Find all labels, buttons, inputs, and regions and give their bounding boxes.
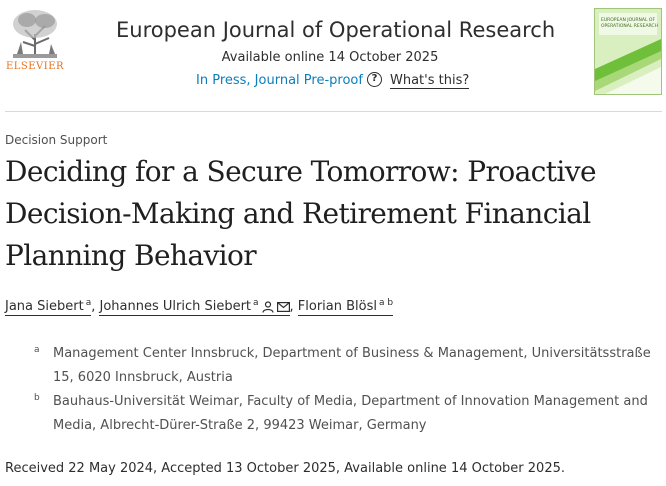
journal-preproof-link[interactable]: In Press, Journal Pre-proof xyxy=(196,73,363,88)
author-list xyxy=(5,298,393,314)
envelope-icon xyxy=(277,302,290,312)
author-link[interactable] xyxy=(298,299,393,316)
affiliation-mark: b xyxy=(34,393,40,403)
publisher-name: ELSEVIER xyxy=(5,61,65,72)
author-separator: , xyxy=(289,299,298,315)
author-link[interactable] xyxy=(99,299,289,316)
article-category: Decision Support xyxy=(5,133,108,147)
author-name: Johannes Ulrich Siebert xyxy=(99,299,252,315)
person-icon xyxy=(262,301,274,313)
author-affiliation-mark: a xyxy=(253,298,259,308)
affiliation-text: Management Center Innsbruck, Department of Business & Management, Universitätsstraße 15, 6020 Innsbruck, Austria xyxy=(53,346,651,385)
question-circle-icon[interactable]: ? xyxy=(367,72,382,87)
author-separator: , xyxy=(91,299,100,315)
article-header xyxy=(0,0,666,110)
author-name: Jana Siebert xyxy=(5,299,84,315)
author-affiliation-mark: a xyxy=(85,298,92,308)
article-dates: Received 22 May 2024, Accepted 13 October 2025, Available online 14 October 2025. xyxy=(5,461,565,476)
whats-this-link[interactable]: What's this? xyxy=(390,73,470,88)
author-link[interactable] xyxy=(5,299,91,316)
header-divider xyxy=(5,111,662,112)
affiliation-text: Bauhaus-Universität Weimar, Faculty of Media, Department of Innovation Management and Media, Albrecht-Dürer-Straße 2, 99423 Weimar, Germany xyxy=(53,394,648,433)
journal-cover-image[interactable] xyxy=(594,8,662,95)
cover-title-line: OPERATIONAL RESEARCH xyxy=(601,24,658,29)
cover-artwork xyxy=(595,9,661,94)
author-name: Florian Blösl xyxy=(297,299,378,315)
cover-title-line: EUROPEAN JOURNAL OF xyxy=(601,18,656,23)
affiliation-mark: a xyxy=(34,345,40,355)
author-affiliation-mark: a b xyxy=(379,298,394,308)
available-online-text xyxy=(0,50,666,65)
available-online-label: Available online 14 October 2025 xyxy=(221,50,439,65)
journal-title-link[interactable]: European Journal of Operational Research xyxy=(116,18,556,42)
article-title: Deciding for a Secure Tomorrow: Proactive Decision-Making and Retirement Financial Planning Behavior xyxy=(5,155,596,272)
